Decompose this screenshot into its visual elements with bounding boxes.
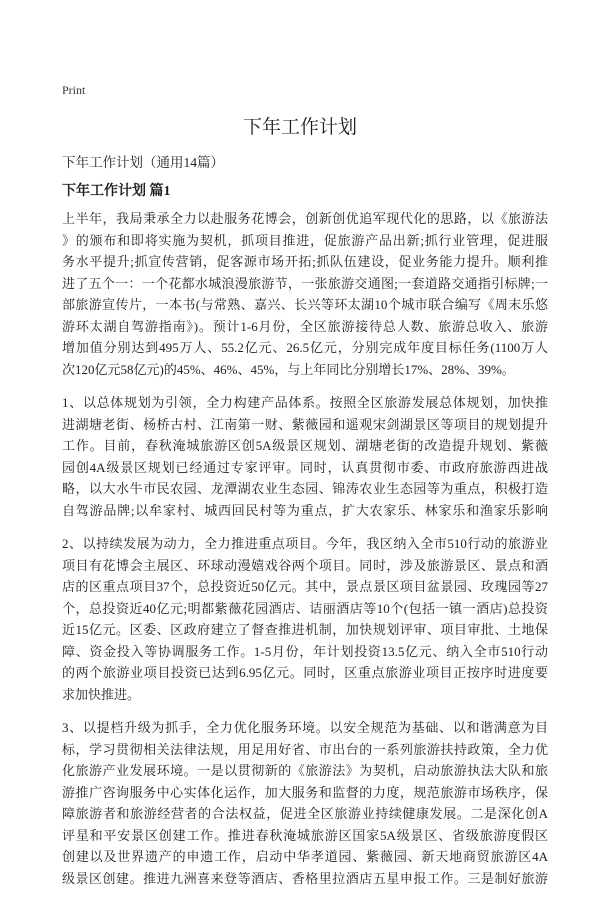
paragraph-line: 3、以提档升级为抓手，全力优化服务环境。以安全规范为基础、以和谐满意为目 xyxy=(62,720,548,735)
paragraph-line: 游推广咨询服务中心实体化运作，加大服务和监督的力度，规范旅游市场秩序，保 xyxy=(62,784,548,800)
paragraph-line: 店的区重点项目37个，总投资近50亿元。其中，景点景区项目盆景园、玫瑰园等27 xyxy=(62,579,548,594)
paragraph-line: 标，学习贯彻相关法律法规，用足用好省、市出台的一系列旅游扶持政策，全力优 xyxy=(62,741,548,757)
paragraph-item-1 xyxy=(62,392,548,521)
paragraph-line: 障旅游者和旅游经营者的合法权益，促进全区旅游业持续健康发展。二是深化创A xyxy=(62,806,548,821)
paragraph-line: 近15亿元。区委、区政府建立了督查推进机制，加快规划评审、项目审批、土地保 xyxy=(62,622,548,637)
paragraph-line: 创建以及世界遗产的申遗工作，启动中华孝道园、紫薇园、新天地商贸旅游区4A xyxy=(62,849,548,864)
document-subtitle: 下年工作计划（通用14篇） xyxy=(62,155,224,170)
paragraph-line: 2、以持续发展为动力，全力推进重点项目。今年，我区纳入全市510行动的旅游业 xyxy=(62,536,548,551)
paragraph-line: 个，总投资近40亿元;明都紫薇花园酒店、诘丽酒店等10个(包括一镇一酒店)总投资 xyxy=(62,600,548,616)
paragraph-item-2 xyxy=(62,533,548,705)
paragraph-line: 项目有花博会主展区、环球动漫嬉戏谷两个项目。同时，涉及旅游景区、景点和酒 xyxy=(62,557,548,573)
print-link[interactable]: Print xyxy=(62,83,86,97)
paragraph-line: 增加值分别达到495万人、55.2亿元、26.5亿元，分别完成年度目标任务(1100万人 xyxy=(62,340,548,355)
paragraph-line: 评星和平安景区创建工作。推进春秋淹城旅游区国家5A级景区、省级旅游度假区 xyxy=(62,827,548,843)
paragraph-line: 次120亿元58亿元)的45%、46%、45%，与上年同比分别增长17%、28%、39%。 xyxy=(62,361,515,377)
paragraph-line: 求加快推进。 xyxy=(62,686,141,702)
paragraph-line: 1、以总体规划为引领，全力构建产品体系。按照全区旅游发展总体规划，加快推 xyxy=(62,395,548,410)
paragraph-line: 工作。目前，春秋淹城旅游区创5A级景区规划、湖塘老街的改造提升规划、紫薇 xyxy=(62,438,548,453)
paragraph-line: 园创4A级景区规划已经通过专家评审。同时，认真贯彻市委、市政府旅游西进战 xyxy=(62,459,548,475)
paragraph-line: 游环太湖自驾游指南》)。预计1-6月份，全区旅游接待总人数、旅游总收入、旅游 xyxy=(62,318,548,334)
paragraph-line: 》的颁布和即将实施为契机，抓项目推进，促旅游产品出新;抓行业管理，促进服 xyxy=(62,232,548,248)
paragraph-line: 的两个旅游业项目投资已达到6.95亿元。同时，区重点旅游业项目正按序时进度要 xyxy=(62,665,548,680)
paragraph-line: 上半年，我局秉承全力以赴服务花博会，创新创优追军现代化的思路，以《旅游法 xyxy=(62,211,548,226)
document-title: 下年工作计划 xyxy=(242,117,357,138)
paragraph-line: 务水平提升;抓宣传营销，促客源市场开拓;抓队伍建设，促业务能力提升。顺利推 xyxy=(62,254,548,269)
paragraph-line: 级景区创建。推进九洲喜来登等酒店、香格里拉酒店五星申报工作。三是制好旅游 xyxy=(62,870,548,886)
section-heading: 下年工作计划 篇1 xyxy=(62,184,171,199)
paragraph-item-3 xyxy=(62,717,548,889)
paragraph-line: 进湖塘老街、杨桥古村、江南第一财、紫薇园和遥观宋剑湖景区等项目的规划提升 xyxy=(62,416,548,432)
paragraph-line: 障、资金投入等协调服务工作。1-5月份，年计划投资13.5亿元、纳入全市510行动 xyxy=(62,643,548,659)
document-body xyxy=(62,208,548,901)
paragraph-line: 略，以大水牛市民农园、龙潭湖农业生态园、锦涛农业生态园等为重点，积极打造 xyxy=(62,481,548,496)
paragraph-line: 化旅游产业发展环境。一是以贯彻新的《旅游法》为契机，启动旅游执法大队和旅 xyxy=(62,763,548,778)
paragraph-intro xyxy=(62,208,548,380)
paragraph-line: 进了五个一：一个花都水城浪漫旅游节，一张旅游交通图;一套道路交通指引标牌;一 xyxy=(62,275,548,291)
paragraph-line: 自驾游品牌;以牟家村、城西回民村等为重点，扩大农家乐、林家乐和渔家乐影响 xyxy=(62,502,548,518)
paragraph-line: 部旅游宣传片，一本书(与常熟、嘉兴、长兴等环太湖10个城市联合编写《周末乐悠 xyxy=(62,297,548,312)
